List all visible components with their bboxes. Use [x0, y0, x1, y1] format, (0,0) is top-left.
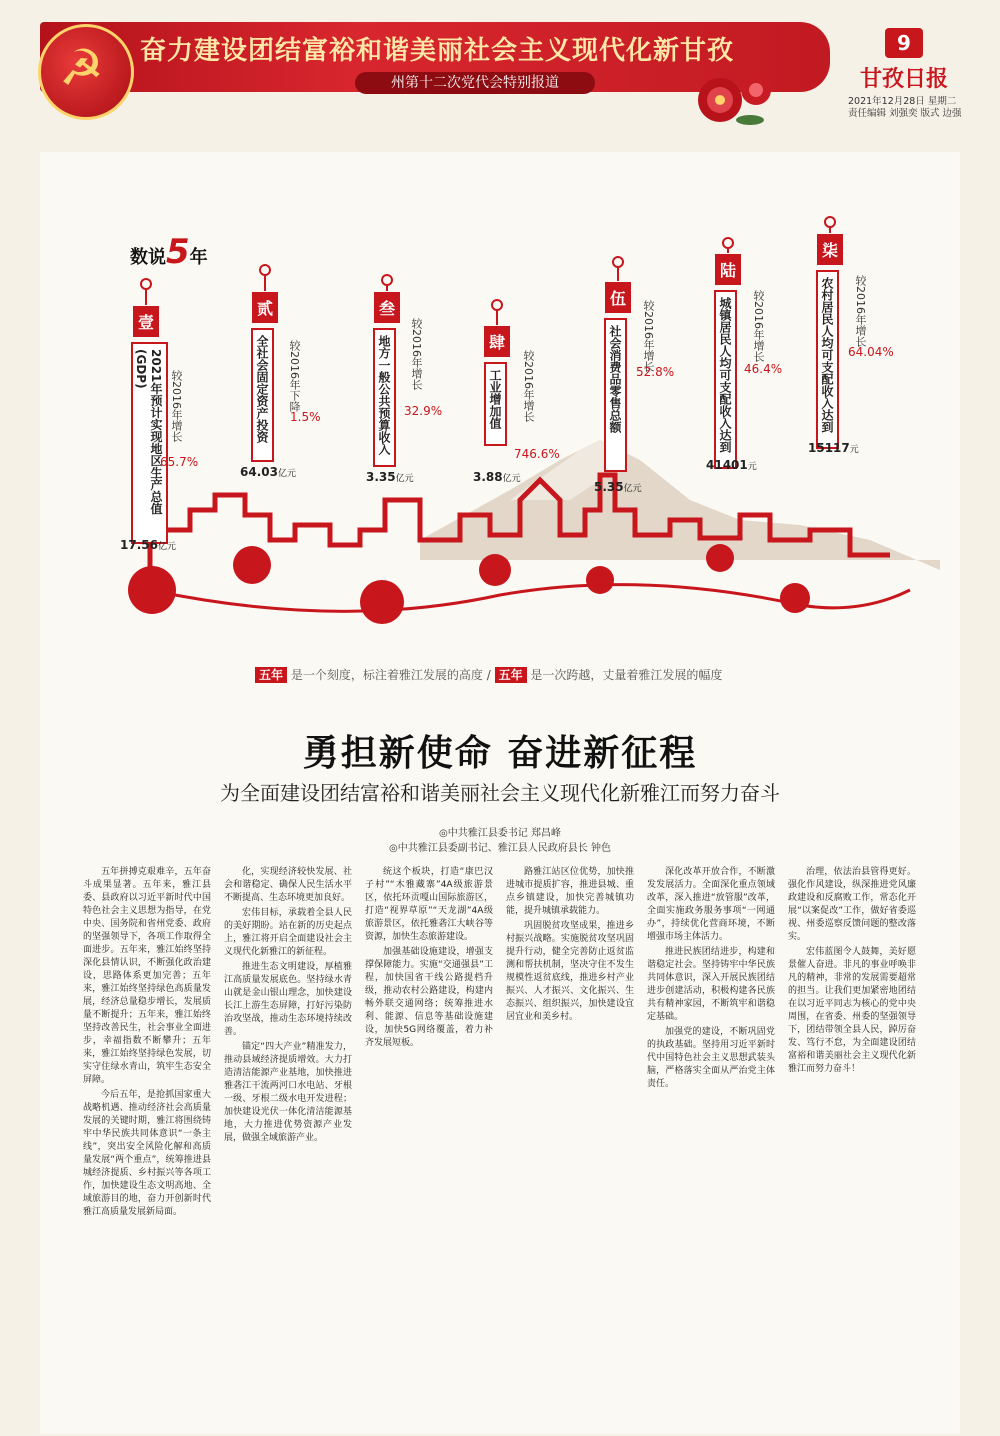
stat-tag-4: 肆	[484, 326, 510, 357]
article-headline: 勇担新使命 奋进新征程	[302, 733, 698, 774]
stat-value-gdp: 17.56亿元	[120, 538, 176, 552]
stat-label-industry: 工业增加值	[484, 362, 507, 446]
article-column-3: 统这个板块，打造“康巴汉子村”“木雅藏寨”4A级旅游景区，依托环贡嘎山国际旅游区，打造“视界草原”“天龙湖”4A级旅游景区，依托雅砻江大峡谷等资源，加快生态旅游建设。 加强基础设施建设，增强支撑保障能力。实施“交通强县”工程，加快国省干线公路提档升级，推动农村公路建设，构建内畅外联交通网络；统筹推进水利、能源、信息等基础设施建设，加快5G网络覆盖，着力补齐发展短板。	[365, 867, 493, 1048]
stat-label-gdp: 2021年预计实现地区生产总值(GDP)	[131, 342, 168, 544]
stat-pct-industry: 746.6%	[514, 447, 560, 461]
stat-pct-gdp: 65.7%	[160, 455, 199, 469]
banner-title: 奋力建设团结富裕和谐美丽社会主义现代化新甘孜	[140, 36, 735, 66]
stat-compare-gdp: 较2016年增长	[170, 370, 183, 442]
stat-value-revenue: 3.35亿元	[366, 470, 414, 484]
article-body	[83, 866, 917, 1386]
article-subhead: 为全面建设团结富裕和谐美丽社会主义现代化新雅江而努力奋斗	[220, 781, 780, 805]
infographic-title-number: 5	[166, 232, 190, 272]
article-column-2: 化，实现经济较快发展、社会和谐稳定、确保人民生活水平不断提高、生态环境更加良好。 宏伟目标，承载着全县人民的美好期盼。站在新的历史起点上，雅江将开启全面建设社会主义现代化新雅江的新征程。 推进生态文明建设，厚植雅江高质量发展底色。坚持绿水青山就是金山银山理念，加快建设长江上游生态屏障，打好污染防治攻坚战，推动生态环境持续改善。 锚定“四大产业”精准发力，推动县域经济提质增效。大力打造清洁能源产业基地，加快推进雅砻江干流两河口水电站、牙根一级、牙根二级水电开发进程；加快建设光伏一体化清洁能源基地，大力推进优势资源产业发展，做强全域旅游产业。	[224, 867, 352, 1143]
editor-credits: 责任编辑 刘强奕 版式 边强	[848, 108, 962, 119]
article-column-5: 深化改革开放合作，不断激发发展活力。全面深化重点领域改革，深入推进“放管服”改革，全面实施政务服务事项“一网通办”，持续优化营商环境，不断增强市场主体活力。 推进民族团结进步，构建和谐稳定社会。坚持铸牢中华民族共同体意识，深入开展民族团结进步创建活动，积极构建各民族共有精神家园，不断筑牢和谐稳定基础。 加强党的建设，不断巩固党的执政基础。坚持用习近平新时代中国特色社会主义思想武装头脑，严格落实全面从严治党主体责任。	[647, 867, 775, 1089]
byline-county-head: ◎中共雅江县委副书记、雅江县人民政府县长 钟色	[389, 843, 611, 854]
stat-label-retail: 社会消费品零售总额	[604, 318, 627, 472]
stat-pct-urban-income: 46.4%	[744, 362, 783, 376]
stat-tag-5: 伍	[605, 282, 631, 313]
stat-tag-1: 壹	[133, 306, 159, 337]
article-column-6: 治理，依法治县管得更好。强化作风建设，纵深推进党风廉政建设和反腐败工作，常态化开展“以案促改”工作，做好省委巡视、州委巡察反馈问题的整改落实。 宏伟蓝图令人鼓舞，美好愿景催人奋进。非凡的事业呼唤非凡的精神，非常的发展需要超常的担当。让我们更加紧密地团结在以习近平同志为核心的党中央周围，在省委、州委的坚强领导下，团结带领全县人民，踔厉奋发、笃行不怠，为全面建设团结富裕和谐美丽社会主义现代化新雅江而努力奋斗！	[788, 867, 916, 1074]
issue-date: 2021年12月28日	[848, 96, 925, 107]
stat-value-retail: 5.35亿元	[594, 480, 642, 494]
stat-value-urban-income: 41401元	[706, 458, 757, 472]
issue-weekday: 星期二	[927, 96, 957, 107]
page-number: 9	[885, 28, 923, 58]
infographic-title: 数说5年	[130, 232, 208, 272]
stat-label-revenue: 地方一般公共预算收入	[373, 328, 396, 467]
infographic-caption: 五年 是一个刻度，标注着雅江发展的高度 / 五年 是一次跨越，丈量着雅江发展的幅度	[255, 666, 722, 683]
stat-value-investment: 64.03亿元	[240, 465, 296, 479]
stat-compare-rural-income: 较2016年增长	[854, 275, 867, 347]
article-bylines	[0, 826, 1000, 856]
stat-label-urban-income: 城镇居民人均可支配收入达到	[714, 290, 737, 469]
stat-compare-industry: 较2016年增长	[522, 350, 535, 422]
stat-label-rural-income: 农村居民人均可支配收入达到	[816, 270, 839, 449]
stat-tag-3: 叁	[374, 292, 400, 323]
stat-pct-retail: 52.8%	[636, 365, 675, 379]
stat-compare-revenue: 较2016年增长	[410, 318, 423, 390]
byline-secretary: ◎中共雅江县委书记 郑昌峰	[439, 828, 561, 839]
stat-compare-urban-income: 较2016年增长	[752, 290, 765, 362]
article-column-4: 路雅江站区位优势，加快推进城市提质扩容，推进县城、重点乡镇建设，加快完善城镇功能，提升城镇承载能力。 巩固脱贫攻坚成果，推进乡村振兴战略。实施脱贫攻坚巩固提升行动，健全完善防止返贫监测和帮扶机制，坚决守住不发生规模性返贫底线，推进乡村产业振兴、人才振兴、文化振兴、生态振兴、组织振兴，加快建设宜居宜业和美乡村。	[506, 867, 634, 1022]
stat-tag-6: 陆	[715, 254, 741, 285]
newspaper-masthead: 甘孜日报	[860, 66, 949, 92]
stat-tag-2: 贰	[252, 292, 278, 323]
stat-pct-revenue: 32.9%	[404, 404, 443, 418]
stat-pct-rural-income: 64.04%	[848, 345, 894, 359]
stat-label-investment: 全社会固定资产投资	[251, 328, 274, 462]
stat-pct-investment: 1.5%	[290, 410, 321, 424]
article-column-1: 五年拼搏克艰难辛，五年奋斗成果显著。五年来，雅江县委、县政府以习近平新时代中国特色社会主义思想为指导，在党中央、国务院和省州党委、政府的坚强领导下，各项工作取得全面进步。五年来，雅江始终坚持深化县情认识，不断强化政治建设，思路体系更加完善；五年来，雅江始终坚持绿色高质量发展，经济总量稳步增长，发展质量不断提升；五年来，雅江始终坚持改善民生，社会事业全面进步，幸福指数不断攀升；五年来，雅江始终坚持绿色发展，切实守住绿水青山，筑牢生态安全屏障。 今后五年，是抢抓国家重大战略机遇、推动经济社会高质量发展的关键时期，雅江将围绕铸牢中华民族共同体意识“一条主线”，突出安全风险化解和高质量发展“两个重点”，统筹推进县城经济提质、乡村振兴等各项工作，加快建设生态文明高地、全域旅游目的地，奋力开创新时代雅江高质量发展新局面。	[83, 867, 211, 1217]
banner-subtitle: 州第十二次党代会特别报道	[355, 72, 595, 94]
party-emblem-icon: ☭	[38, 24, 134, 120]
stat-value-industry: 3.88亿元	[473, 470, 521, 484]
stat-value-rural-income: 15117元	[808, 441, 859, 455]
stat-compare-retail: 较2016年增长	[642, 300, 655, 372]
stat-compare-investment: 较2016年下降	[288, 340, 301, 412]
stat-tag-7: 柒	[817, 234, 843, 265]
